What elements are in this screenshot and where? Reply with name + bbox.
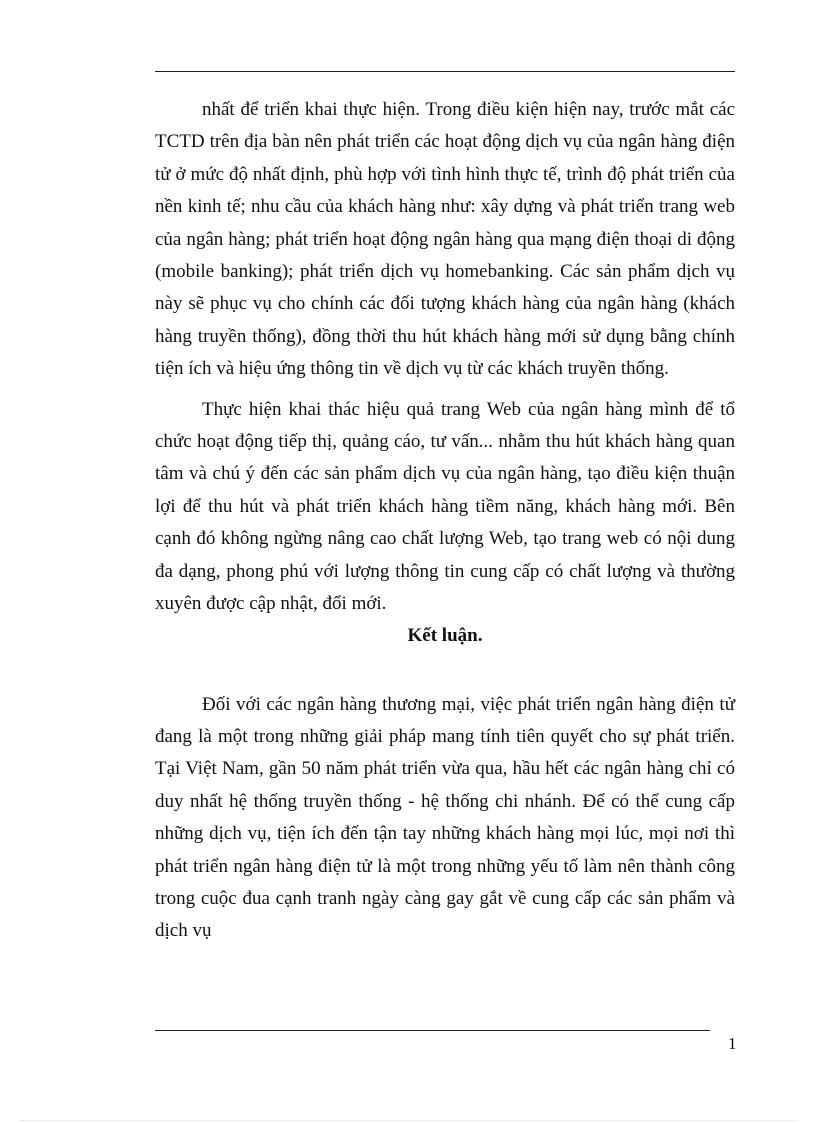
section-heading: Kết luận. (407, 624, 483, 646)
page-edge-dotted-line (20, 1120, 796, 1121)
header-rule (155, 71, 735, 72)
conclusion-paragraph: Đối với các ngân hàng thương mại, việc phát triển ngân hàng điện tử đang là một trong những giải pháp mang tính tiên quyết cho sự phát triển. Tại Việt Nam, gần 50 năm phát triển vừa qua, hầu hết các ngân hàng chỉ có duy nhất hệ thống truyền thống - hệ thống chi nhánh. Để có thể cung cấp những dịch vụ, tiện ích đến tận tay những khách hàng mọi lúc, mọi nơi thì phát triển ngân hàng điện tử là một trong những yếu tố làm nên thành công trong cuộc đua cạnh tranh ngày càng gay gắt về cung cấp các sản phẩm và dịch vụ (155, 693, 735, 942)
paragraph-2: Thực hiện khai thác hiệu quả trang Web của ngân hàng mình để tổ chức hoạt động tiếp thị, quảng cáo, tư vấn... nhằm thu hút khách hàng quan tâm và chú ý đến các sản phẩm dịch vụ của ngân hàng, tạo điều kiện thuận lợi để thu hút và phát triển khách hàng tiềm năng, khách hàng mới. Bên cạnh đó không ngừng nâng cao chất lượng Web, tạo trang web có nội dung đa dạng, phong phú với lượng thông tin cung cấp có chất lượng và thường xuyên được cập nhật, đổi mới. (155, 398, 735, 615)
paragraph-1: nhất để triển khai thực hiện. Trong điều kiện hiện nay, trước mắt các TCTD trên địa bàn nên phát triển các hoạt động dịch vụ của ngân hàng điện tử ở mức độ nhất định, phù hợp với tình hình thực tế, trình độ phát triển của nền kinh tế; nhu cầu của khách hàng như: xây dựng và phát triển trang web của ngân hàng; phát triển hoạt động ngân hàng qua mạng điện thoại di động (mobile banking); phát triển dịch vụ homebanking. Các sản phẩm dịch vụ này sẽ phục vụ cho chính các đối tượng khách hàng của ngân hàng (khách hàng truyền thống), đồng thời thu hút khách hàng mới sử dụng bằng chính tiện ích và hiệu ứng thông tin về dịch vụ từ các khách truyền thống. (155, 99, 735, 380)
footer-rule (155, 1030, 710, 1031)
page-number: 1 (728, 1034, 737, 1053)
document-body (155, 94, 735, 948)
